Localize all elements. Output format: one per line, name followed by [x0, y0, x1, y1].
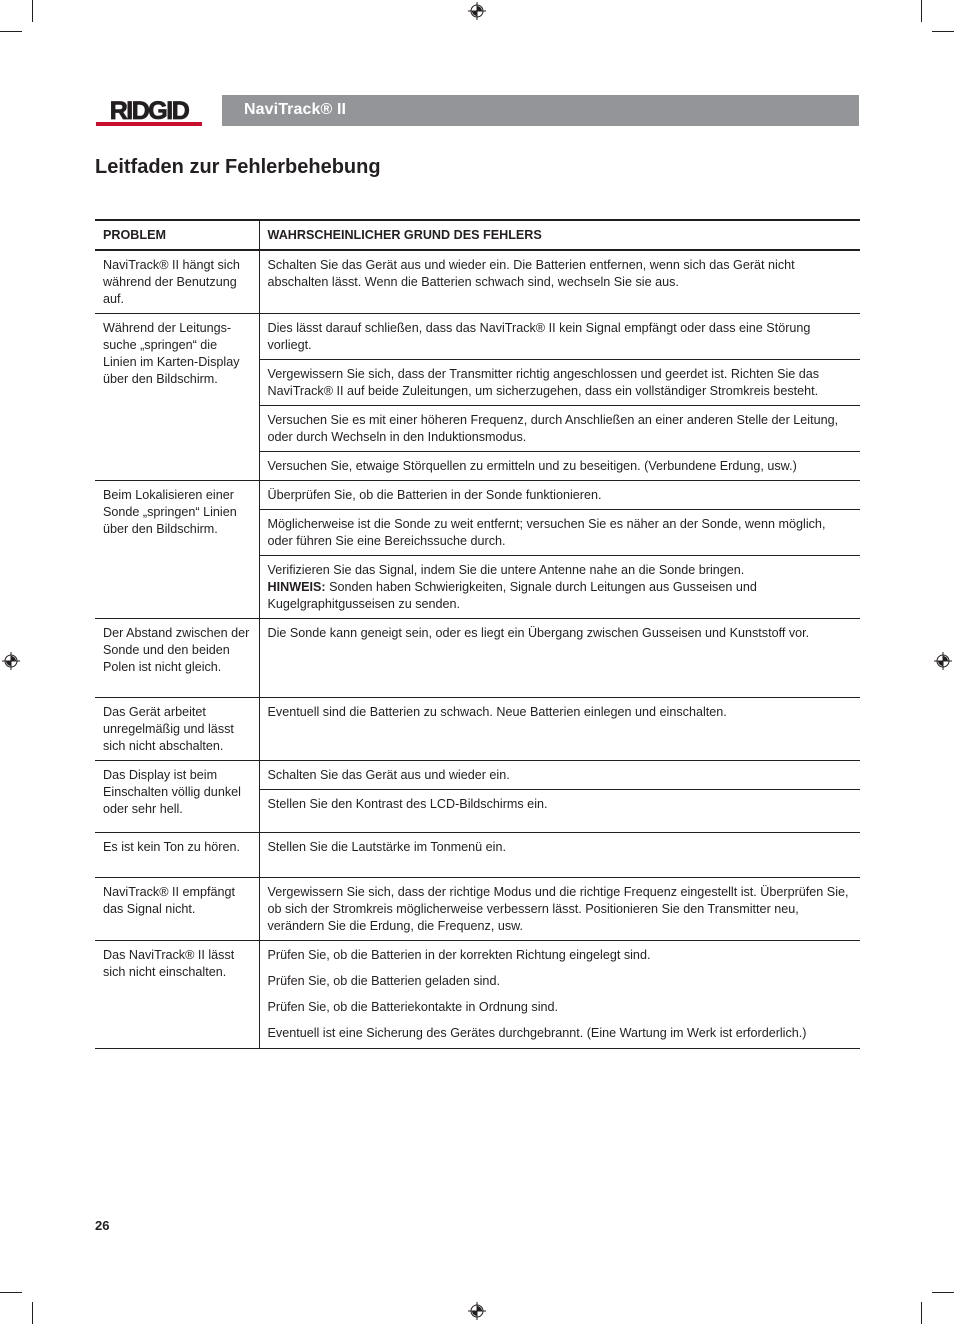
- cause-cell: Möglicherweise ist die Sonde zu weit entfernt; versuchen Sie es näher an der Sonde, wenn möglich, oder führen Sie eine Bereichssuche durch.: [259, 510, 860, 556]
- crop-mark: [0, 31, 22, 32]
- problem-cell: Das Gerät arbeitet unregelmäßig und lässt sich nicht abschalten.: [95, 698, 259, 761]
- note-label: HINWEIS:: [267, 580, 326, 594]
- problem-cell: Es ist kein Ton zu hören.: [95, 833, 259, 878]
- cause-cell: Dies lässt darauf schließen, dass das NaviTrack® II kein Signal empfängt oder dass eine Störung vorliegt.: [259, 314, 860, 360]
- cause-cell-note: [259, 556, 860, 619]
- header-bar: [222, 95, 859, 126]
- crop-mark: [32, 0, 33, 22]
- table-row: [95, 878, 860, 941]
- cause-cell: Vergewissern Sie sich, dass der richtige Modus und die richtige Frequenz eingestellt ist. Überprüfen Sie, ob sich der Stromkreis möglicherweise verbessern lässt. Positionieren Sie den Transmitter neu, verändern Sie die Erdung, die Frequenz, usw.: [259, 878, 860, 941]
- cause-cell: Stellen Sie den Kontrast des LCD-Bildschirms ein.: [259, 790, 860, 833]
- column-header-cause: WAHRSCHEINLICHER GRUND DES FEHLERS: [259, 220, 860, 250]
- troubleshooting-table: [95, 219, 860, 1049]
- problem-cell: NaviTrack® II empfängt das Signal nicht.: [95, 878, 259, 941]
- registration-mark-icon: [468, 1302, 486, 1320]
- crop-mark: [921, 0, 922, 22]
- crop-mark: [0, 1292, 22, 1293]
- crop-mark: [932, 1292, 954, 1293]
- table-row: [95, 481, 860, 510]
- table-row: [95, 941, 860, 1049]
- cause-text: Verifizieren Sie das Signal, indem Sie die untere Antenne nahe an die Sonde bringen.: [267, 563, 745, 577]
- cause-text: Prüfen Sie, ob die Batteriekontakte in Ordnung sind.: [267, 1000, 559, 1014]
- cause-cell: Schalten Sie das Gerät aus und wieder ein.: [259, 761, 860, 790]
- page-number: 26: [95, 1218, 110, 1233]
- crop-mark: [32, 1302, 33, 1324]
- cause-cell: Vergewissern Sie sich, dass der Transmitter richtig angeschlossen und geerdet ist. Richten Sie das NaviTrack® II auf beide Zuleitungen, um sicherzugehen, dass ein vollständiger Stromkreis besteht.: [259, 360, 860, 406]
- cause-cell: Stellen Sie die Lautstärke im Tonmenü ein.: [259, 833, 860, 878]
- registration-mark-icon: [934, 652, 952, 670]
- table-row: [95, 250, 860, 314]
- problem-cell: Das Display ist beim Einschalten völlig dunkel oder sehr hell.: [95, 761, 259, 833]
- problem-cell: Das NaviTrack® II lässt sich nicht einschalten.: [95, 941, 259, 1049]
- table-row: [95, 314, 860, 360]
- problem-cell: Der Abstand zwischen der Sonde und den beiden Polen ist nicht gleich.: [95, 619, 259, 698]
- svg-text:RIDGID: RIDGID: [109, 97, 189, 125]
- cause-cell: Versuchen Sie es mit einer höheren Frequenz, durch Anschließen an einer anderen Stelle der Leitung, oder durch Wechseln in den Induktionsmodus.: [259, 406, 860, 452]
- table-row: [95, 833, 860, 878]
- ridgid-logo: [95, 95, 203, 128]
- problem-cell: Während der Leitungs-suche „springen“ die Linien im Karten-Display über den Bildschirm.: [95, 314, 259, 481]
- registration-mark-icon: [468, 2, 486, 20]
- note-text: Sonden haben Schwierigkeiten, Signale durch Leitungen aus Gusseisen und Kugelgraphitgusseisen zu senden.: [267, 580, 757, 611]
- cause-text: Prüfen Sie, ob die Batterien in der korrekten Richtung eingelegt sind.: [267, 948, 651, 962]
- product-title: NaviTrack® II: [244, 101, 347, 118]
- cause-cell: Versuchen Sie, etwaige Störquellen zu ermitteln und zu beseitigen. (Verbundene Erdung, usw.): [259, 452, 860, 481]
- problem-cell: Beim Lokalisieren einer Sonde „springen“ Linien über den Bildschirm.: [95, 481, 259, 619]
- cause-cell: Überprüfen Sie, ob die Batterien in der Sonde funktionieren.: [259, 481, 860, 510]
- crop-mark: [932, 31, 954, 32]
- table-row: [95, 761, 860, 790]
- cause-text: Prüfen Sie, ob die Batterien geladen sind.: [267, 974, 500, 988]
- cause-cell: Eventuell sind die Batterien zu schwach. Neue Batterien einlegen und einschalten.: [259, 698, 860, 761]
- table-header-row: [95, 220, 860, 250]
- cause-cell: Schalten Sie das Gerät aus und wieder ein. Die Batterien entfernen, wenn sich das Gerät nicht abschalten lässt. Wenn die Batterien schwach sind, wechseln Sie sie aus.: [259, 250, 860, 314]
- column-header-problem: PROBLEM: [95, 220, 259, 250]
- cause-text: Eventuell ist eine Sicherung des Gerätes durchgebrannt. (Eine Wartung im Werk ist erforderlich.): [267, 1026, 807, 1040]
- table-row: [95, 619, 860, 698]
- crop-mark: [921, 1302, 922, 1324]
- table-row: [95, 698, 860, 761]
- page-title: Leitfaden zur Fehlerbehebung: [95, 156, 381, 178]
- registration-mark-icon: [2, 652, 20, 670]
- cause-cell: Die Sonde kann geneigt sein, oder es liegt ein Übergang zwischen Gusseisen und Kunststoff vor.: [259, 619, 860, 698]
- cause-cell: [259, 941, 860, 1049]
- problem-cell: NaviTrack® II hängt sich während der Benutzung auf.: [95, 250, 259, 314]
